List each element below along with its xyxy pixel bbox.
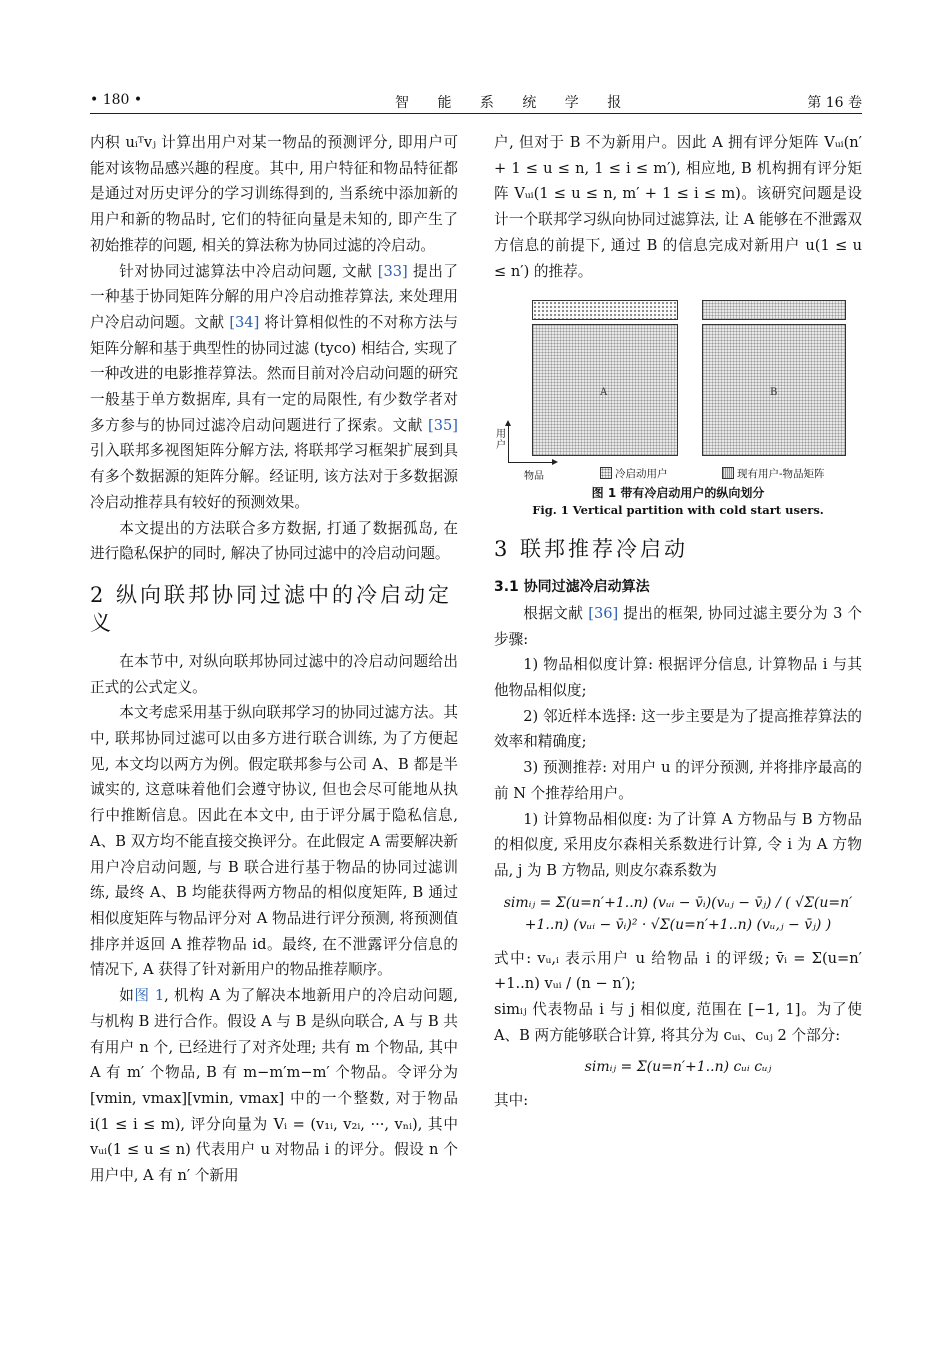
paragraph: 其中: bbox=[494, 1092, 529, 1110]
paragraph: 本文考虑采用基于纵向联邦学习的协同过滤方法。其中, 联邦协同过滤可以由多方进行联合训练, 为了方便起见, 本文均以两方为例。假定联邦参与公司 A、B 都是半诚实的, 这意味着他们会遵守协议, 但也会尽可能地从执行中推断信息。因此在本文中, 由于评分属于隐私信息, A、B 双方均不能直接交换评分。在此假定 A 需要解决新用户冷启动问题, 与 B 联合进行基于物品的协同过滤训练, 最终 A、B 均能获得两方物品的相似度矩阵, B 通过相似度矩阵与物品评分对 A 物品进行评分预测, 将预测值排序并返回 A 推荐物品 id。最终, 在不泄露评分信息的情况下, A 获得了针对新用户的物品推荐顺序。 bbox=[90, 704, 458, 979]
paragraph: 式中: vᵤ,ᵢ 表示用户 u 给物品 i 的评级; v̄ᵢ = Σ(u=n′+1..n) vᵤᵢ / (n − n′); bbox=[494, 949, 862, 993]
cold-start-block-a bbox=[532, 300, 678, 320]
paragraph: 根据文献 [36] 提出的框架, 协同过滤主要分为 3 个步骤: bbox=[494, 604, 863, 648]
paragraph: 户, 但对于 B 不为新用户。因此 A 拥有评分矩阵 Vᵤᵢ(n′ + 1 ≤ u ≤ n, 1 ≤ i ≤ m′), 相应地, B 机构拥有评分矩阵 Vᵤᵢ(1 ≤ u ≤ n, m′ + 1 ≤ i ≤ m)。该研究问题是设计一个联邦学习纵向协同过滤算法, 让 A 能够在不泄露双方信息的前提下, 通过 B 的信息完成对新用户 u(1 ≤ u ≤ n′) 的推荐。 bbox=[494, 134, 862, 280]
legend-swatch-dotted bbox=[600, 467, 612, 479]
paragraph: 针对协同过滤算法中冷启动问题, 文献 [33] 提出了一种基于协同矩阵分解的用户冷启动推荐算法, 来处理用户冷启动问题。文献 [34] 将计算相似性的不对称方法与矩阵分解和基于典型性的协同过滤 (tyco) 相结合, 实现了一种改进的电影推荐算法。然而目前对冷启动问题的研究一般基于单方数据库, 具有一定的局限性, 有少数学者对多方参与的协同过滤冷启动问题进行了探索。文献 [35] 引入联邦多视图矩阵分解方法, 将联邦学习框架扩展到具有多个数据源的矩阵分解。经证明, 该方法对于多数据源冷启动推荐具有较好的预测效果。 bbox=[90, 262, 459, 511]
paragraph: 本文提出的方法联合多方数据, 打通了数据孤岛, 在进行隐私保护的同时, 解决了协同过滤中的冷启动问题。 bbox=[90, 519, 458, 563]
volume-label: 第 16 卷 bbox=[807, 95, 862, 111]
figure-caption-en: Fig. 1 Vertical partition with cold start users. bbox=[532, 503, 824, 518]
paragraph: 1) 计算物品相似度: 为了计算 A 方物品与 B 方物品的相似度, 采用皮尔森相关系数进行计算, 令 i 为 A 方物品, j 为 B 方物品, 则皮尔森系数为 bbox=[494, 810, 862, 879]
y-axis-arrow bbox=[508, 424, 509, 462]
list-item: 1) 物品相似度计算: 根据评分信息, 计算物品 i 与其他物品相似度; bbox=[494, 656, 862, 700]
block-label-b: B bbox=[770, 387, 778, 399]
x-axis-label: 物品 bbox=[524, 471, 544, 483]
section-heading: 3 联邦推荐冷启动 bbox=[494, 537, 689, 562]
citation-link[interactable]: [35] bbox=[428, 416, 458, 434]
figure-caption-cn: 图 1 带有冷启动用户的纵向划分 bbox=[591, 486, 765, 501]
subsection-heading: 3.1 协同过滤冷启动算法 bbox=[494, 579, 650, 596]
paragraph: 内积 uᵢᵀvⱼ 计算出用户对某一物品的预测评分, 即用户可能对该物品感兴趣的程度。其中, 用户特征和物品特征都是通过对历史评分的学习训练得到的, 当系统中添加新的用户和新的物品时, 它们的特征向量是未知的, 即产生了初始推荐的问题, 相关的算法称为协同过滤的冷启动。 bbox=[90, 134, 458, 254]
legend-existing: 现有用户-物品矩阵 bbox=[722, 462, 825, 488]
figure-link[interactable]: 图 1 bbox=[134, 987, 165, 1005]
right-column bbox=[494, 130, 862, 1114]
paragraph: 在本节中, 对纵向联邦协同过滤中的冷启动问题给出正式的公式定义。 bbox=[90, 652, 458, 696]
list-item: 3) 预测推荐: 对用户 u 的评分预测, 并将排序最高的前 N 个推荐给用户。 bbox=[494, 759, 862, 802]
page-header bbox=[90, 90, 862, 114]
figure-1 bbox=[494, 294, 862, 483]
paragraph: simᵢⱼ 代表物品 i 与 j 相似度, 范围在 [−1, 1]。为了使 A、B 两方能够联合计算, 将其分为 cᵤᵢ、cᵤⱼ 2 个部分: bbox=[494, 1001, 862, 1044]
left-column bbox=[90, 130, 458, 1189]
citation-link[interactable]: [36] bbox=[588, 604, 619, 622]
paragraph: 如图 1, 机构 A 为了解决本地新用户的冷启动问题, 与机构 B 进行合作。假设 A 与 B 是纵向联合, A 与 B 共有用户 n 个, 已经进行了对齐处理; 共有 m 个物品, 其中 A 有 m′ 个物品, B 有 m−m′m−m′ 个物品。令评分为 [vmin, vmax][vmin, vmax] 中的一个整数, 对于物品 i(1 ≤ i ≤ m), 评分向量为 Vᵢ = (v₁ᵢ, v₂ᵢ, ···, vₙᵢ), 其中 vᵤᵢ(1 ≤ u ≤ n) 代表用户 u 对物品 i 的评分。假设 n 个用户中, A 有 n′ 个新用 bbox=[90, 987, 458, 1185]
journal-title: 智 能 系 统 学 报 bbox=[395, 95, 634, 111]
equation-pearson: simᵢⱼ = Σ(u=n′+1..n) (vᵤᵢ − v̄ᵢ)(vᵤⱼ − v̄ⱼ) / ( √Σ(u=n′+1..n) (vᵤᵢ − v̄ᵢ)² · √Σ(u=n′+1..n) (vᵤ,ⱼ − v̄ⱼ) ) bbox=[503, 894, 853, 933]
legend-swatch-hatched bbox=[722, 467, 734, 479]
section-heading: 2 纵向联邦协同过滤中的冷启动定义 bbox=[90, 582, 453, 635]
legend-cold-start: 冷启动用户 bbox=[600, 462, 668, 488]
equation-split: simᵢⱼ = Σ(u=n′+1..n) cᵤᵢ cᵤⱼ bbox=[584, 1059, 772, 1076]
citation-link[interactable]: [34] bbox=[229, 313, 260, 331]
y-axis-label: 用户 bbox=[496, 429, 506, 452]
block-label-a: A bbox=[600, 387, 608, 399]
x-axis-arrow bbox=[508, 462, 554, 463]
page-number: • 180 • bbox=[90, 92, 143, 108]
citation-link[interactable]: [33] bbox=[377, 262, 408, 280]
list-item: 2) 邻近样本选择: 这一步主要是为了提高推荐算法的效率和精确度; bbox=[494, 707, 862, 751]
existing-block-b-top bbox=[702, 300, 846, 320]
